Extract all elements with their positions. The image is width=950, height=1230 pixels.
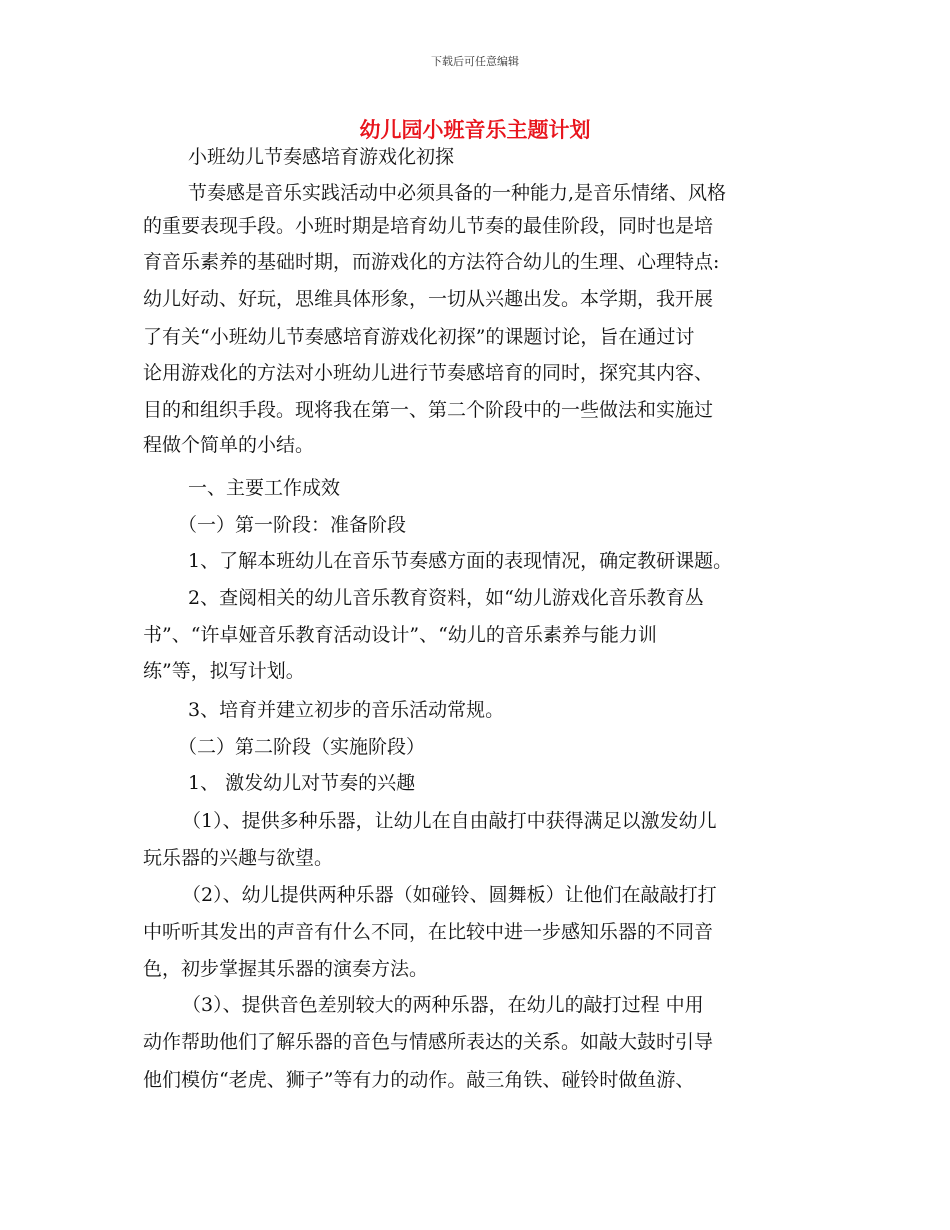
list-item: （3）、提供音色差别较大的两种乐器，在幼儿的敲打过程 中用 xyxy=(182,994,704,1016)
section-heading: 一、主要工作成效 xyxy=(188,477,341,499)
paragraph-line: 练”等，拟写计划。 xyxy=(143,660,305,682)
page-header: 下载后可任意编辑 xyxy=(431,55,519,68)
paragraph-line: 的重要表现手段。小班时期是培育幼儿节奏的最佳阶段，同时也是培 xyxy=(143,215,714,237)
paragraph-line: 了有关“小班幼儿节奏感培育游戏化初探”的课题讨论，旨在通过讨 xyxy=(143,326,695,348)
list-item: 2、查阅相关的幼儿音乐教育资料，如“幼儿游戏化音乐教育丛 xyxy=(188,587,704,609)
paragraph-line: 幼儿好动、好玩，思维具体形象，一切从兴趣出发。本学期，我开展 xyxy=(143,288,714,310)
paragraph-line: 书”、“许卓娅音乐教育活动设计”、“幼儿的音乐素养与能力训 xyxy=(143,624,657,646)
paragraph-line: 育音乐素养的基础时期，而游戏化的方法符合幼儿的生理、心理特点: xyxy=(143,251,720,273)
list-item: 1、 激发幼儿对节奏的兴趣 xyxy=(188,772,416,794)
paragraph-line: 中听听其发出的声音有什么不同，在比较中进一步感知乐器的不同音 xyxy=(143,921,714,943)
document-title: 幼儿园小班音乐主题计划 xyxy=(359,118,591,142)
list-item: 3、培育并建立初步的音乐活动常规。 xyxy=(188,699,505,721)
subtitle-line: 小班幼儿节奏感培育游戏化初探 xyxy=(188,146,455,168)
paragraph-line: 玩乐器的兴趣与欲望。 xyxy=(143,847,334,869)
paragraph-line: 他们模仿“老虎、狮子”等有力的动作。敲三角铁、碰铃时做鱼游、 xyxy=(143,1069,695,1091)
paragraph-line: 论用游戏化的方法对小班幼儿进行节奏感培育的同时，探究其内容、 xyxy=(143,362,714,384)
paragraph-line: 目的和组织手段。现将我在第一、第二个阶段中的一些做法和实施过 xyxy=(143,399,714,421)
paragraph-line: 动作帮助他们了解乐器的音色与情感所表达的关系。如敲大鼓时引导 xyxy=(143,1031,714,1053)
paragraph-line: 节奏感是音乐实践活动中必须具备的一种能力,是音乐情绪、风格 xyxy=(188,182,727,204)
list-item: （2）、幼儿提供两种乐器（如碰铃、圆舞板）让他们在敲敲打打 xyxy=(182,884,717,906)
paragraph-line: 色，初步掌握其乐器的演奏方法。 xyxy=(143,958,429,980)
paragraph-line: 程做个简单的小结。 xyxy=(143,434,315,456)
subsection-heading: （二）第二阶段（实施阶段） xyxy=(178,736,426,758)
list-item: （1）、提供多种乐器，让幼儿在自由敲打中获得满足以激发幼儿 xyxy=(182,810,717,832)
subsection-heading: （一）第一阶段：准备阶段 xyxy=(178,514,407,536)
list-item: 1、了解本班幼儿在音乐节奏感方面的表现情况，确定教研课题。 xyxy=(188,550,733,572)
